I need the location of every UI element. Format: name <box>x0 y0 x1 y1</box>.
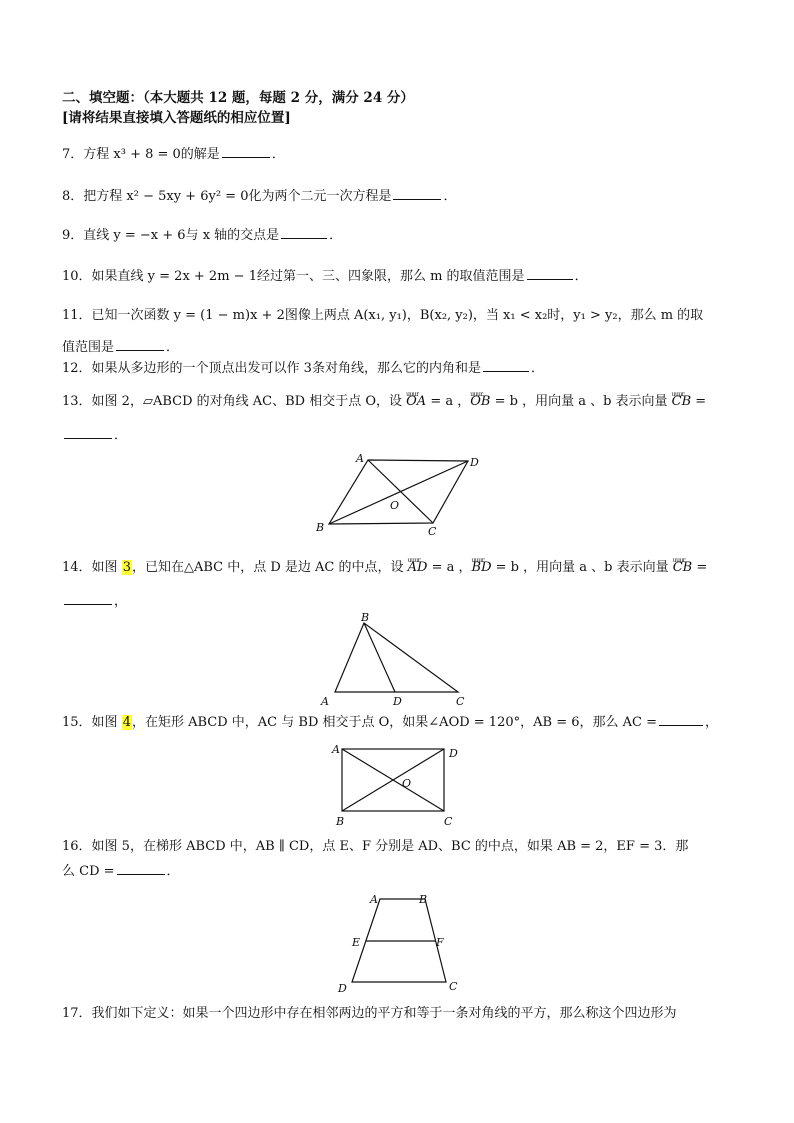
question-text: = <box>692 560 708 575</box>
question-15 <box>62 711 738 733</box>
label-a: A <box>370 893 378 906</box>
question-11 <box>62 306 738 326</box>
question-text: 10．如果直线 y = 2x + 2m − 1经过第一、三、四象限，那么 m 的取值范围是 <box>62 269 525 284</box>
label-d: D <box>449 747 458 760</box>
question-text: 16．如图 5，在梯形 ABCD 中，AB ∥ CD，点 E、F 分别是 AD、BC 的中点，如果 AB = 2，EF = 3．那 <box>62 839 689 854</box>
question-8 <box>62 185 738 207</box>
question-text: = a ， <box>426 394 471 409</box>
answer-blank[interactable] <box>483 357 529 372</box>
question-16-continued <box>62 860 738 882</box>
section-instruction: [请将结果直接填入答题纸的相应位置] <box>62 110 291 126</box>
label-d: D <box>393 695 402 708</box>
question-9 <box>62 224 738 246</box>
question-text: 14．如图 <box>62 560 122 575</box>
question-text: 17．我们如下定义：如果一个四边形中存在相邻两边的平方和等于一条对角线的平方，那么称这个四边形为 <box>62 1006 677 1021</box>
punct: ． <box>166 340 180 355</box>
label-b: B <box>419 893 428 906</box>
question-text: ，在矩形 ABCD 中，AC 与 BD 相交于点 O，如果∠AOD = 120°，AB = 6，那么 AC = <box>131 715 657 730</box>
answer-blank[interactable] <box>393 185 441 200</box>
vector-cb: uuur CB <box>672 392 692 412</box>
punct: ． <box>114 428 128 443</box>
question-text: 15．如图 <box>62 715 122 730</box>
question-12 <box>62 357 738 379</box>
question-text: = b ，用向量 a 、b 表示向量 <box>490 394 672 409</box>
punct: ． <box>271 147 285 162</box>
question-14-answer <box>62 590 738 612</box>
label-c: C <box>449 980 458 993</box>
label-d: D <box>470 456 479 469</box>
question-14 <box>62 558 738 578</box>
question-text: ，已知在△ABC 中，点 D 是边 AC 的中点，设 <box>131 560 408 575</box>
punct: ． <box>166 864 180 879</box>
answer-blank[interactable] <box>281 224 327 239</box>
section-title: 二、填空题：（本大题共 12 题，每题 2 分，满分 24 分） <box>62 90 414 106</box>
question-text: = a ， <box>427 560 472 575</box>
answer-blank[interactable] <box>659 711 703 726</box>
question-text: 8．把方程 x² − 5xy + 6y² = 0化为两个二元一次方程是 <box>62 189 392 204</box>
answer-blank[interactable] <box>64 590 112 605</box>
label-b: B <box>316 521 325 534</box>
answer-blank[interactable] <box>222 143 270 158</box>
answer-blank[interactable] <box>116 336 164 351</box>
question-17 <box>62 1004 738 1024</box>
figure-5-trapezoid <box>330 888 466 996</box>
label-b: B <box>336 815 345 828</box>
answer-blank[interactable] <box>117 860 165 875</box>
question-text: 13．如图 2，▱ABCD 的对角线 AC、BD 相交于点 O，设 <box>62 394 407 409</box>
question-text: = <box>691 394 707 409</box>
question-text: 11．已知一次函数 y = (1 − m)x + 2图像上两点 A(x₁, y₁)，B(x₂, y₂)，当 x₁ < x₂时，y₁ > y₂，那么 m 的取 <box>62 308 704 323</box>
label-b: B <box>361 611 370 624</box>
vector-cb: uuur CB <box>673 558 693 578</box>
answer-blank[interactable] <box>527 265 573 280</box>
label-c: C <box>428 525 437 538</box>
question-7 <box>62 143 738 165</box>
punct: ． <box>329 228 343 243</box>
punct: ， <box>114 594 128 609</box>
question-text: 么 CD = <box>62 864 115 879</box>
label-c: C <box>456 695 465 708</box>
label-o: O <box>402 777 412 790</box>
question-text: 12．如果从多边形的一个顶点出发可以作 3条对角线，那么它的内角和是 <box>62 361 481 376</box>
question-text: 7．方程 x³ + 8 = 0的解是 <box>62 147 220 162</box>
label-e: E <box>352 936 361 949</box>
highlighted-figure-number: 4 <box>122 715 131 730</box>
question-text: = b ，用向量 a 、b 表示向量 <box>491 560 673 575</box>
diagonal-bd <box>329 461 468 524</box>
figure-3-triangle <box>315 610 475 710</box>
punct: ． <box>530 361 544 376</box>
label-f: F <box>436 936 444 949</box>
figure-2-parallelogram <box>310 448 490 538</box>
label-a: A <box>356 452 364 465</box>
question-text: 9．直线 y = −x + 6与 x 轴的交点是 <box>62 228 280 243</box>
answer-blank[interactable] <box>64 424 112 439</box>
punct: ． <box>574 269 588 284</box>
highlighted-figure-number: 3 <box>122 560 131 575</box>
question-13-answer <box>62 424 738 446</box>
vector-ob: uuur OB <box>470 392 490 412</box>
label-o: O <box>390 499 400 512</box>
vector-oa: uuur OA <box>406 392 426 412</box>
question-10 <box>62 265 738 287</box>
segment-bd <box>364 623 395 692</box>
label-a: A <box>332 743 340 756</box>
label-a: A <box>321 695 329 708</box>
figure-4-rectangle <box>328 738 468 830</box>
question-text: 值范围是 <box>62 340 115 355</box>
vector-bd: uuur BD <box>472 558 492 578</box>
question-16 <box>62 837 738 857</box>
punct: ， <box>704 715 718 730</box>
question-13 <box>62 392 738 412</box>
label-d: D <box>338 982 347 995</box>
triangle-outline <box>335 623 458 692</box>
punct: ． <box>443 189 457 204</box>
question-11-continued <box>62 336 738 358</box>
vector-ad: uuur AD <box>408 558 428 578</box>
label-c: C <box>444 815 453 828</box>
